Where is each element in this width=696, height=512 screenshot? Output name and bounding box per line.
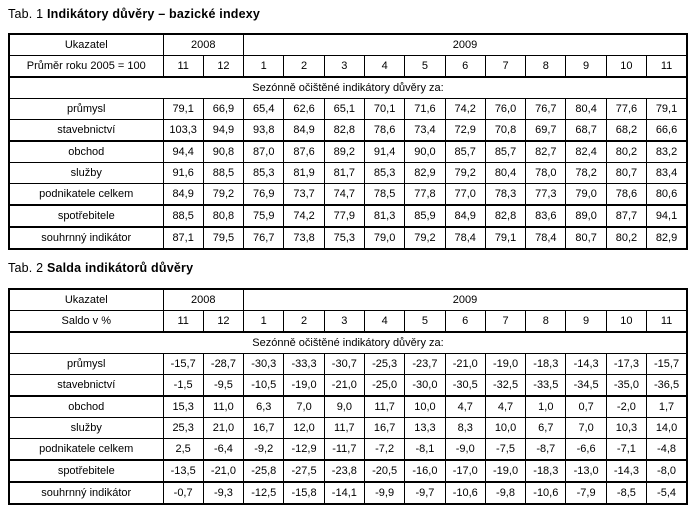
- value-cell: 85,3: [364, 163, 404, 184]
- value-cell: -14,3: [606, 460, 646, 482]
- value-cell: -9,3: [203, 482, 243, 504]
- value-cell: 80,6: [647, 184, 687, 206]
- value-cell: -19,0: [284, 375, 324, 397]
- value-cell: -15,8: [284, 482, 324, 504]
- value-cell: 82,8: [324, 120, 364, 142]
- value-cell: -6,6: [566, 439, 606, 461]
- value-cell: 94,4: [163, 141, 203, 163]
- value-cell: 69,7: [526, 120, 566, 142]
- value-cell: 1,0: [526, 396, 566, 418]
- row-label-cell: služby: [9, 418, 163, 439]
- month-header-cell: 12: [203, 56, 243, 78]
- row-label-cell: podnikatele celkem: [9, 439, 163, 461]
- value-cell: -9,7: [405, 482, 445, 504]
- value-cell: -10,5: [244, 375, 284, 397]
- value-cell: -19,0: [485, 460, 525, 482]
- table-row: [9, 396, 687, 418]
- row-label-cell: průmysl: [9, 354, 163, 375]
- row-label-cell: obchod: [9, 396, 163, 418]
- value-cell: -17,0: [445, 460, 485, 482]
- value-cell: -8,5: [606, 482, 646, 504]
- value-cell: 78,6: [364, 120, 404, 142]
- value-cell: 93,8: [244, 120, 284, 142]
- value-cell: 13,3: [405, 418, 445, 439]
- value-cell: 83,4: [647, 163, 687, 184]
- value-cell: 74,2: [445, 99, 485, 120]
- value-cell: 103,3: [163, 120, 203, 142]
- month-header-cell: 3: [324, 311, 364, 333]
- value-cell: -0,7: [163, 482, 203, 504]
- value-cell: 80,8: [203, 205, 243, 227]
- value-cell: -20,5: [364, 460, 404, 482]
- value-cell: 2,5: [163, 439, 203, 461]
- value-cell: 77,0: [445, 184, 485, 206]
- value-cell: 79,2: [203, 184, 243, 206]
- value-cell: -25,3: [364, 354, 404, 375]
- value-cell: 82,7: [526, 141, 566, 163]
- header-month-row: [9, 311, 687, 333]
- value-cell: 6,3: [244, 396, 284, 418]
- month-header-cell: 5: [405, 56, 445, 78]
- value-cell: 76,0: [485, 99, 525, 120]
- month-header-cell: 10: [606, 311, 646, 333]
- row-label-cell: spotřebitele: [9, 460, 163, 482]
- value-cell: -30,0: [405, 375, 445, 397]
- row-label-cell: podnikatele celkem: [9, 184, 163, 206]
- value-cell: 78,2: [566, 163, 606, 184]
- table-row: [9, 99, 687, 120]
- value-cell: 78,6: [606, 184, 646, 206]
- value-cell: -32,5: [485, 375, 525, 397]
- value-cell: -13,0: [566, 460, 606, 482]
- value-cell: 85,7: [445, 141, 485, 163]
- month-header-cell: 1: [244, 311, 284, 333]
- value-cell: 79,1: [485, 227, 525, 249]
- value-cell: -19,0: [485, 354, 525, 375]
- value-cell: 10,0: [485, 418, 525, 439]
- value-cell: 79,0: [566, 184, 606, 206]
- value-cell: -1,5: [163, 375, 203, 397]
- value-cell: 4,7: [485, 396, 525, 418]
- month-header-cell: 2: [284, 311, 324, 333]
- table1-title-prefix: Tab. 1: [8, 7, 47, 21]
- value-cell: -2,0: [606, 396, 646, 418]
- value-cell: 83,6: [526, 205, 566, 227]
- value-cell: 80,2: [606, 141, 646, 163]
- value-cell: -12,5: [244, 482, 284, 504]
- value-cell: -18,3: [526, 460, 566, 482]
- value-cell: 11,0: [203, 396, 243, 418]
- month-header-cell: 11: [163, 311, 203, 333]
- value-cell: 74,7: [324, 184, 364, 206]
- value-cell: 81,3: [364, 205, 404, 227]
- value-cell: -14,1: [324, 482, 364, 504]
- value-cell: -7,9: [566, 482, 606, 504]
- header-year-row: [9, 289, 687, 311]
- value-cell: 72,9: [445, 120, 485, 142]
- row-label-cell: souhrnný indikátor: [9, 482, 163, 504]
- value-cell: -11,7: [324, 439, 364, 461]
- value-cell: -35,0: [606, 375, 646, 397]
- value-cell: 79,2: [445, 163, 485, 184]
- header-month-row: [9, 56, 687, 78]
- value-cell: 75,9: [244, 205, 284, 227]
- value-cell: 80,4: [566, 99, 606, 120]
- value-cell: 1,7: [647, 396, 687, 418]
- section-label-cell: Sezónně očištěné indikátory důvěry za:: [9, 332, 687, 354]
- value-cell: 66,9: [203, 99, 243, 120]
- value-cell: 78,5: [364, 184, 404, 206]
- value-cell: -28,7: [203, 354, 243, 375]
- value-cell: 80,7: [606, 163, 646, 184]
- value-cell: 88,5: [203, 163, 243, 184]
- table1-title: [8, 7, 260, 21]
- value-cell: 80,2: [606, 227, 646, 249]
- value-cell: 76,9: [244, 184, 284, 206]
- section-row: [9, 332, 687, 354]
- value-cell: 84,9: [445, 205, 485, 227]
- value-cell: 91,6: [163, 163, 203, 184]
- value-cell: 68,7: [566, 120, 606, 142]
- value-cell: -21,0: [203, 460, 243, 482]
- value-cell: 10,3: [606, 418, 646, 439]
- year-group-cell: 2008: [163, 34, 244, 56]
- value-cell: 89,0: [566, 205, 606, 227]
- value-cell: 11,7: [364, 396, 404, 418]
- value-cell: 71,6: [405, 99, 445, 120]
- value-cell: 78,4: [445, 227, 485, 249]
- table-row: [9, 460, 687, 482]
- month-header-cell: 12: [203, 311, 243, 333]
- row-label-cell: stavebnictví: [9, 120, 163, 142]
- row-label-cell: spotřebitele: [9, 205, 163, 227]
- value-cell: -30,5: [445, 375, 485, 397]
- table2-title-prefix: Tab. 2: [8, 261, 47, 275]
- table-row: [9, 205, 687, 227]
- value-cell: 70,1: [364, 99, 404, 120]
- month-header-cell: 11: [163, 56, 203, 78]
- row-label-cell: průmysl: [9, 99, 163, 120]
- value-cell: -9,8: [485, 482, 525, 504]
- value-cell: 91,4: [364, 141, 404, 163]
- value-cell: -33,5: [526, 375, 566, 397]
- value-cell: 12,0: [284, 418, 324, 439]
- row-label-cell: obchod: [9, 141, 163, 163]
- table-row: [9, 227, 687, 249]
- value-cell: -25,8: [244, 460, 284, 482]
- row-label-cell: stavebnictví: [9, 375, 163, 397]
- unit-label-cell: Průměr roku 2005 = 100: [9, 56, 163, 78]
- value-cell: -5,4: [647, 482, 687, 504]
- month-header-cell: 2: [284, 56, 324, 78]
- value-cell: -7,5: [485, 439, 525, 461]
- value-cell: 90,0: [405, 141, 445, 163]
- value-cell: 87,1: [163, 227, 203, 249]
- row-label-cell: souhrnný indikátor: [9, 227, 163, 249]
- value-cell: -36,5: [647, 375, 687, 397]
- value-cell: -7,2: [364, 439, 404, 461]
- value-cell: 79,0: [364, 227, 404, 249]
- month-header-cell: 8: [526, 56, 566, 78]
- value-cell: -6,4: [203, 439, 243, 461]
- value-cell: -14,3: [566, 354, 606, 375]
- value-cell: 16,7: [244, 418, 284, 439]
- table1-title-text: Indikátory důvěry – bazické indexy: [46, 7, 261, 21]
- value-cell: 78,3: [485, 184, 525, 206]
- month-header-cell: 8: [526, 311, 566, 333]
- table2-title-text: Salda indikátorů důvěry: [46, 261, 194, 275]
- value-cell: 8,3: [445, 418, 485, 439]
- month-header-cell: 11: [647, 311, 687, 333]
- table-row: [9, 163, 687, 184]
- month-header-cell: 1: [244, 56, 284, 78]
- year-group-cell: 2008: [163, 289, 244, 311]
- value-cell: 79,1: [647, 99, 687, 120]
- value-cell: -21,0: [445, 354, 485, 375]
- value-cell: 0,7: [566, 396, 606, 418]
- value-cell: 65,1: [324, 99, 364, 120]
- value-cell: 77,9: [324, 205, 364, 227]
- month-header-cell: 9: [566, 311, 606, 333]
- value-cell: -9,2: [244, 439, 284, 461]
- corner-header-cell: Ukazatel: [9, 34, 163, 56]
- value-cell: 77,8: [405, 184, 445, 206]
- month-header-cell: 5: [405, 311, 445, 333]
- value-cell: -34,5: [566, 375, 606, 397]
- value-cell: 82,9: [405, 163, 445, 184]
- value-cell: -12,9: [284, 439, 324, 461]
- value-cell: 14,0: [647, 418, 687, 439]
- value-cell: 65,4: [244, 99, 284, 120]
- value-cell: 66,6: [647, 120, 687, 142]
- month-header-cell: 10: [606, 56, 646, 78]
- section-row: [9, 77, 687, 99]
- value-cell: 73,4: [405, 120, 445, 142]
- month-header-cell: 3: [324, 56, 364, 78]
- month-header-cell: 9: [566, 56, 606, 78]
- year-group-cell: 2009: [244, 289, 687, 311]
- value-cell: -8,0: [647, 460, 687, 482]
- value-cell: -4,8: [647, 439, 687, 461]
- value-cell: 87,7: [606, 205, 646, 227]
- value-cell: -21,0: [324, 375, 364, 397]
- value-cell: 79,1: [163, 99, 203, 120]
- table-row: [9, 184, 687, 206]
- value-cell: 77,3: [526, 184, 566, 206]
- value-cell: -16,0: [405, 460, 445, 482]
- value-cell: 80,4: [485, 163, 525, 184]
- value-cell: 78,4: [526, 227, 566, 249]
- value-cell: 82,9: [647, 227, 687, 249]
- unit-label-cell: Saldo v %: [9, 311, 163, 333]
- value-cell: -15,7: [163, 354, 203, 375]
- value-cell: 68,2: [606, 120, 646, 142]
- value-cell: -9,5: [203, 375, 243, 397]
- table-row: [9, 418, 687, 439]
- table2-title: [8, 261, 193, 275]
- value-cell: 77,6: [606, 99, 646, 120]
- value-cell: 88,5: [163, 205, 203, 227]
- value-cell: -13,5: [163, 460, 203, 482]
- header-year-row: [9, 34, 687, 56]
- month-header-cell: 7: [485, 311, 525, 333]
- value-cell: 85,9: [405, 205, 445, 227]
- value-cell: 94,9: [203, 120, 243, 142]
- value-cell: 85,7: [485, 141, 525, 163]
- table-row: [9, 375, 687, 397]
- value-cell: -9,9: [364, 482, 404, 504]
- section-label-cell: Sezónně očištěné indikátory důvěry za:: [9, 77, 687, 99]
- value-cell: -10,6: [526, 482, 566, 504]
- month-header-cell: 6: [445, 56, 485, 78]
- value-cell: 90,8: [203, 141, 243, 163]
- value-cell: -8,1: [405, 439, 445, 461]
- value-cell: 75,3: [324, 227, 364, 249]
- value-cell: -23,8: [324, 460, 364, 482]
- value-cell: 82,8: [485, 205, 525, 227]
- value-cell: 10,0: [405, 396, 445, 418]
- value-cell: 80,7: [566, 227, 606, 249]
- value-cell: 85,3: [244, 163, 284, 184]
- value-cell: -10,6: [445, 482, 485, 504]
- value-cell: 74,2: [284, 205, 324, 227]
- month-header-cell: 6: [445, 311, 485, 333]
- month-header-cell: 11: [647, 56, 687, 78]
- value-cell: 84,9: [163, 184, 203, 206]
- value-cell: -7,1: [606, 439, 646, 461]
- value-cell: -25,0: [364, 375, 404, 397]
- table-row: [9, 141, 687, 163]
- value-cell: 79,2: [405, 227, 445, 249]
- table-row: [9, 120, 687, 142]
- value-cell: -30,3: [244, 354, 284, 375]
- base-indices-table: [8, 33, 688, 250]
- month-header-cell: 4: [364, 56, 404, 78]
- table-row: [9, 482, 687, 504]
- corner-header-cell: Ukazatel: [9, 289, 163, 311]
- month-header-cell: 4: [364, 311, 404, 333]
- value-cell: 62,6: [284, 99, 324, 120]
- value-cell: -9,0: [445, 439, 485, 461]
- value-cell: -27,5: [284, 460, 324, 482]
- value-cell: 11,7: [324, 418, 364, 439]
- value-cell: 21,0: [203, 418, 243, 439]
- value-cell: -30,7: [324, 354, 364, 375]
- value-cell: 81,9: [284, 163, 324, 184]
- value-cell: 81,7: [324, 163, 364, 184]
- value-cell: 76,7: [244, 227, 284, 249]
- value-cell: 83,2: [647, 141, 687, 163]
- value-cell: 4,7: [445, 396, 485, 418]
- value-cell: 73,8: [284, 227, 324, 249]
- value-cell: -23,7: [405, 354, 445, 375]
- value-cell: 9,0: [324, 396, 364, 418]
- value-cell: 89,2: [324, 141, 364, 163]
- row-label-cell: služby: [9, 163, 163, 184]
- value-cell: 79,5: [203, 227, 243, 249]
- value-cell: -18,3: [526, 354, 566, 375]
- year-group-cell: 2009: [244, 34, 687, 56]
- value-cell: 76,7: [526, 99, 566, 120]
- value-cell: 94,1: [647, 205, 687, 227]
- value-cell: 82,4: [566, 141, 606, 163]
- value-cell: 87,0: [244, 141, 284, 163]
- value-cell: 70,8: [485, 120, 525, 142]
- value-cell: -8,7: [526, 439, 566, 461]
- value-cell: 7,0: [566, 418, 606, 439]
- table-row: [9, 354, 687, 375]
- month-header-cell: 7: [485, 56, 525, 78]
- value-cell: 73,7: [284, 184, 324, 206]
- value-cell: 87,6: [284, 141, 324, 163]
- value-cell: 6,7: [526, 418, 566, 439]
- table-row: [9, 439, 687, 461]
- value-cell: 78,0: [526, 163, 566, 184]
- value-cell: 7,0: [284, 396, 324, 418]
- value-cell: 16,7: [364, 418, 404, 439]
- value-cell: 25,3: [163, 418, 203, 439]
- value-cell: -17,3: [606, 354, 646, 375]
- value-cell: -15,7: [647, 354, 687, 375]
- value-cell: 84,9: [284, 120, 324, 142]
- balances-table: [8, 288, 688, 505]
- value-cell: 15,3: [163, 396, 203, 418]
- value-cell: -33,3: [284, 354, 324, 375]
